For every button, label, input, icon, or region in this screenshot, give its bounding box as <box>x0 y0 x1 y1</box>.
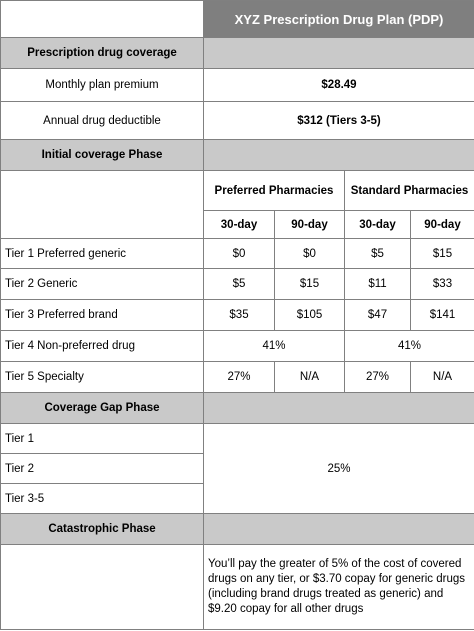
pharmacy-header-blank <box>1 171 204 239</box>
plan-title-row <box>1 1 474 38</box>
tier-name: Tier 4 Non-preferred drug <box>1 331 204 362</box>
tier-cost: $5 <box>204 269 275 300</box>
tier-row <box>1 239 474 269</box>
tier-cost: $105 <box>275 300 345 331</box>
tier-cost: $5 <box>345 239 411 269</box>
tier-cost: $0 <box>275 239 345 269</box>
plan-title: XYZ Prescription Drug Plan (PDP) <box>204 1 474 38</box>
tier-name: Tier 1 Preferred generic <box>1 239 204 269</box>
tier-row <box>1 269 474 300</box>
tier-name: Tier 2 Generic <box>1 269 204 300</box>
catastrophic-section-title: Catastrophic Phase <box>1 514 204 545</box>
tier-cost: N/A <box>411 362 474 393</box>
preferred-90-day-header: 90-day <box>275 211 345 239</box>
gap-tier-name: Tier 3-5 <box>1 484 204 514</box>
gap-tier-name: Tier 1 <box>1 424 204 454</box>
premium-label: Monthly plan premium <box>1 69 204 102</box>
preferred-pharmacies-header: Preferred Pharmacies <box>204 171 345 211</box>
tier-cost: $15 <box>411 239 474 269</box>
catastrophic-blank-cell <box>1 545 204 630</box>
tier-cost: 41% <box>204 331 345 362</box>
section-header-row <box>1 38 474 69</box>
section-header-row <box>1 393 474 424</box>
tier-cost: N/A <box>275 362 345 393</box>
tier-cost: $15 <box>275 269 345 300</box>
premium-row <box>1 69 474 102</box>
tier-cost: $35 <box>204 300 275 331</box>
tier-cost: 41% <box>345 331 474 362</box>
tier-name: Tier 5 Specialty <box>1 362 204 393</box>
pharmacy-header-row <box>1 171 474 211</box>
gap-tier-row <box>1 424 474 454</box>
initial-section-title: Initial coverage Phase <box>1 140 204 171</box>
coverage-section-title: Prescription drug coverage <box>1 38 204 69</box>
tier-name: Tier 3 Preferred brand <box>1 300 204 331</box>
section-header-fill <box>204 38 474 69</box>
tier-cost: 27% <box>345 362 411 393</box>
section-header-fill <box>204 140 474 171</box>
premium-value: $28.49 <box>204 69 474 102</box>
standard-90-day-header: 90-day <box>411 211 474 239</box>
tier-cost: $141 <box>411 300 474 331</box>
deductible-value: $312 (Tiers 3-5) <box>204 102 474 140</box>
tier-cost: $11 <box>345 269 411 300</box>
catastrophic-note: You’ll pay the greater of 5% of the cost of covered drugs on any tier, or $3.70 copay for generic drugs (including brand drugs treated as generic) and $9.20 copay for all other drugs <box>204 545 474 630</box>
gap-section-title: Coverage Gap Phase <box>1 393 204 424</box>
tier-cost: $33 <box>411 269 474 300</box>
gap-tier-name: Tier 2 <box>1 454 204 484</box>
tier-row <box>1 300 474 331</box>
catastrophic-row <box>1 545 474 630</box>
tier-row <box>1 362 474 393</box>
gap-coinsurance-value: 25% <box>204 424 474 514</box>
standard-pharmacies-header: Standard Pharmacies <box>345 171 474 211</box>
tier-cost: $47 <box>345 300 411 331</box>
standard-30-day-header: 30-day <box>345 211 411 239</box>
tier-cost: $0 <box>204 239 275 269</box>
section-header-row <box>1 140 474 171</box>
preferred-30-day-header: 30-day <box>204 211 275 239</box>
deductible-row <box>1 102 474 140</box>
section-header-row <box>1 514 474 545</box>
deductible-label: Annual drug deductible <box>1 102 204 140</box>
section-header-fill <box>204 393 474 424</box>
tier-row <box>1 331 474 362</box>
tier-cost: 27% <box>204 362 275 393</box>
title-blank-cell <box>1 1 204 38</box>
section-header-fill <box>204 514 474 545</box>
